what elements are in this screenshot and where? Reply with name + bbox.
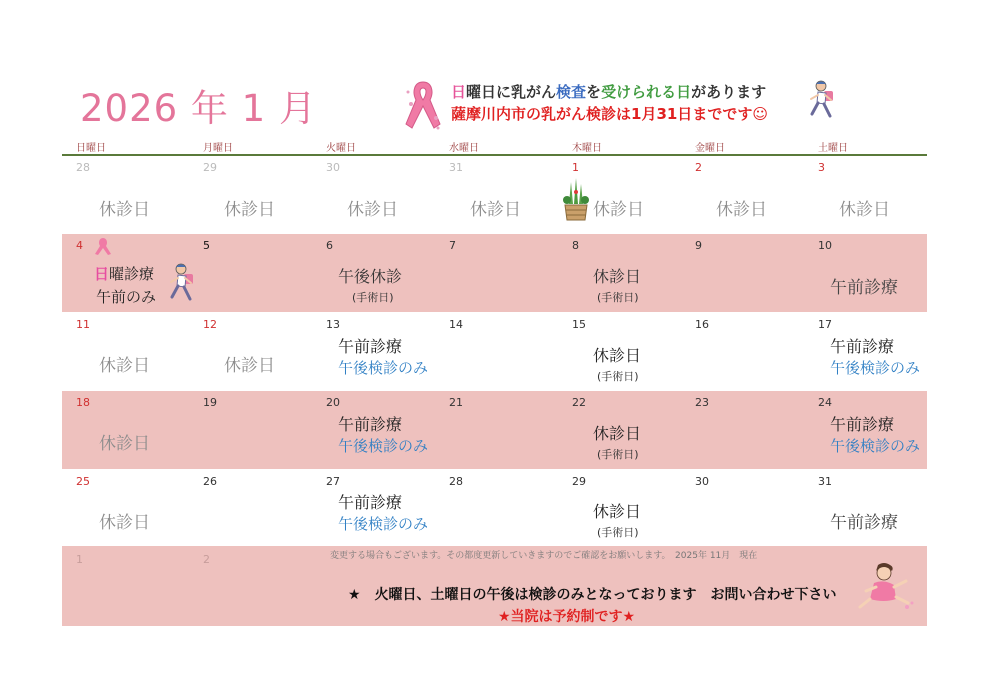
closed-label: 休診日	[224, 356, 275, 376]
day-number: 17	[818, 318, 832, 331]
day-number: 8	[572, 239, 579, 252]
surgery-day-label: (手術日)	[597, 291, 639, 304]
sunday-exam-notice: 日曜日に乳がん検査を受けられる日があります	[451, 83, 767, 101]
afternoon-closed-label: 午後休診	[338, 267, 403, 286]
closed-label: 休診日	[839, 200, 890, 220]
morning-clinic-label: 午前診療	[830, 415, 895, 434]
day-number: 12	[203, 318, 217, 331]
closed-label: 休診日	[347, 200, 398, 220]
day-number: 29	[203, 161, 217, 174]
weekday-tuesday: 火曜日	[326, 143, 356, 154]
morning-clinic-label: 午前診療	[338, 415, 403, 434]
kadomatsu-icon	[562, 178, 590, 222]
closed-label: 休診日	[470, 200, 521, 220]
closed-label: 休診日	[224, 200, 275, 220]
surgery-day-label: (手術日)	[597, 370, 639, 383]
day-number: 6	[326, 239, 333, 252]
closed-label: 休診日	[99, 200, 150, 220]
day-number: 30	[695, 475, 709, 488]
closed-label: 休診日	[593, 424, 642, 443]
day-number: 4	[76, 239, 83, 252]
day-number: 28	[449, 475, 463, 488]
surgery-day-label: (手術日)	[597, 448, 639, 461]
day-number: 25	[76, 475, 90, 488]
day-number: 29	[572, 475, 586, 488]
morning-clinic-label: 午前診療	[830, 278, 898, 298]
day-number: 22	[572, 396, 586, 409]
closed-label: 休診日	[593, 267, 642, 286]
day-number: 2	[695, 161, 702, 174]
day-number: 26	[203, 475, 217, 488]
day-number: 27	[326, 475, 340, 488]
day-number: 28	[76, 161, 90, 174]
afternoon-check-label: 午後検診のみ	[338, 359, 429, 377]
closed-label: 休診日	[716, 200, 767, 220]
page-title: 2026 年 1 月	[80, 87, 317, 130]
day-number: 3	[818, 161, 825, 174]
morning-clinic-label: 午前診療	[338, 493, 403, 512]
weekday-thursday: 木曜日	[572, 143, 602, 154]
day-number: 24	[818, 396, 832, 409]
day-number: 31	[449, 161, 463, 174]
afternoon-check-label: 午後検診のみ	[338, 437, 429, 455]
closed-label: 休診日	[593, 200, 644, 220]
city-screening-deadline: 薩摩川内市の乳がん検診は1月31日までです☺	[451, 105, 768, 123]
morning-clinic-label: 午前診療	[338, 337, 403, 356]
runner-icon	[166, 262, 200, 306]
update-note: 変更する場合もございます。その都度更新していきますのでご確認をお願いします。 2025年 11月 現在	[330, 551, 758, 561]
day-number: 11	[76, 318, 90, 331]
day-number: 15	[572, 318, 586, 331]
header-rule	[62, 154, 927, 156]
day-number: 14	[449, 318, 463, 331]
closed-label: 休診日	[99, 513, 150, 533]
day-number: 10	[818, 239, 832, 252]
day-number: 31	[818, 475, 832, 488]
morning-clinic-label: 午前診療	[830, 337, 895, 356]
day-number: 23	[695, 396, 709, 409]
afternoon-check-label: 午後検診のみ	[830, 437, 921, 455]
weekday-wednesday: 水曜日	[449, 143, 479, 154]
day-number: 5	[203, 239, 210, 252]
weekday-monday: 月曜日	[203, 143, 233, 154]
week-band-4	[62, 391, 927, 469]
weekday-sunday: 日曜日	[76, 143, 106, 154]
day-number: 16	[695, 318, 709, 331]
day-number: 1	[76, 553, 83, 566]
day-number: 1	[572, 161, 579, 174]
day-number: 19	[203, 396, 217, 409]
morning-clinic-label: 午前診療	[830, 513, 898, 533]
weekday-saturday: 土曜日	[818, 143, 848, 154]
runner-icon	[806, 80, 840, 122]
pink-ribbon-icon	[92, 236, 114, 256]
reservation-notice: ★当院は予約制です★	[498, 609, 636, 625]
morning-only-label: 午前のみ	[96, 288, 157, 306]
running-girl-icon	[856, 563, 916, 613]
day-number: 13	[326, 318, 340, 331]
day-number: 2	[203, 553, 210, 566]
afternoon-check-label: 午後検診のみ	[338, 515, 429, 533]
closed-label: 休診日	[99, 356, 150, 376]
surgery-day-label: (手術日)	[352, 291, 394, 304]
sunday-clinic-label: 日曜診療	[94, 265, 155, 283]
day-number: 9	[695, 239, 702, 252]
surgery-day-label: (手術日)	[597, 526, 639, 539]
closed-label: 休診日	[593, 346, 642, 365]
afternoon-check-label: 午後検診のみ	[830, 359, 921, 377]
closed-label: 休診日	[99, 434, 150, 454]
day-number: 20	[326, 396, 340, 409]
pink-ribbon-icon	[402, 78, 444, 132]
weekday-friday: 金曜日	[695, 143, 725, 154]
day-number: 30	[326, 161, 340, 174]
closed-label: 休診日	[593, 502, 642, 521]
tue-sat-notice: ★ 火曜日、土曜日の午後は検診のみとなっております お問い合わせ下さい	[348, 587, 837, 603]
day-number: 18	[76, 396, 90, 409]
day-number: 21	[449, 396, 463, 409]
day-number: 7	[449, 239, 456, 252]
